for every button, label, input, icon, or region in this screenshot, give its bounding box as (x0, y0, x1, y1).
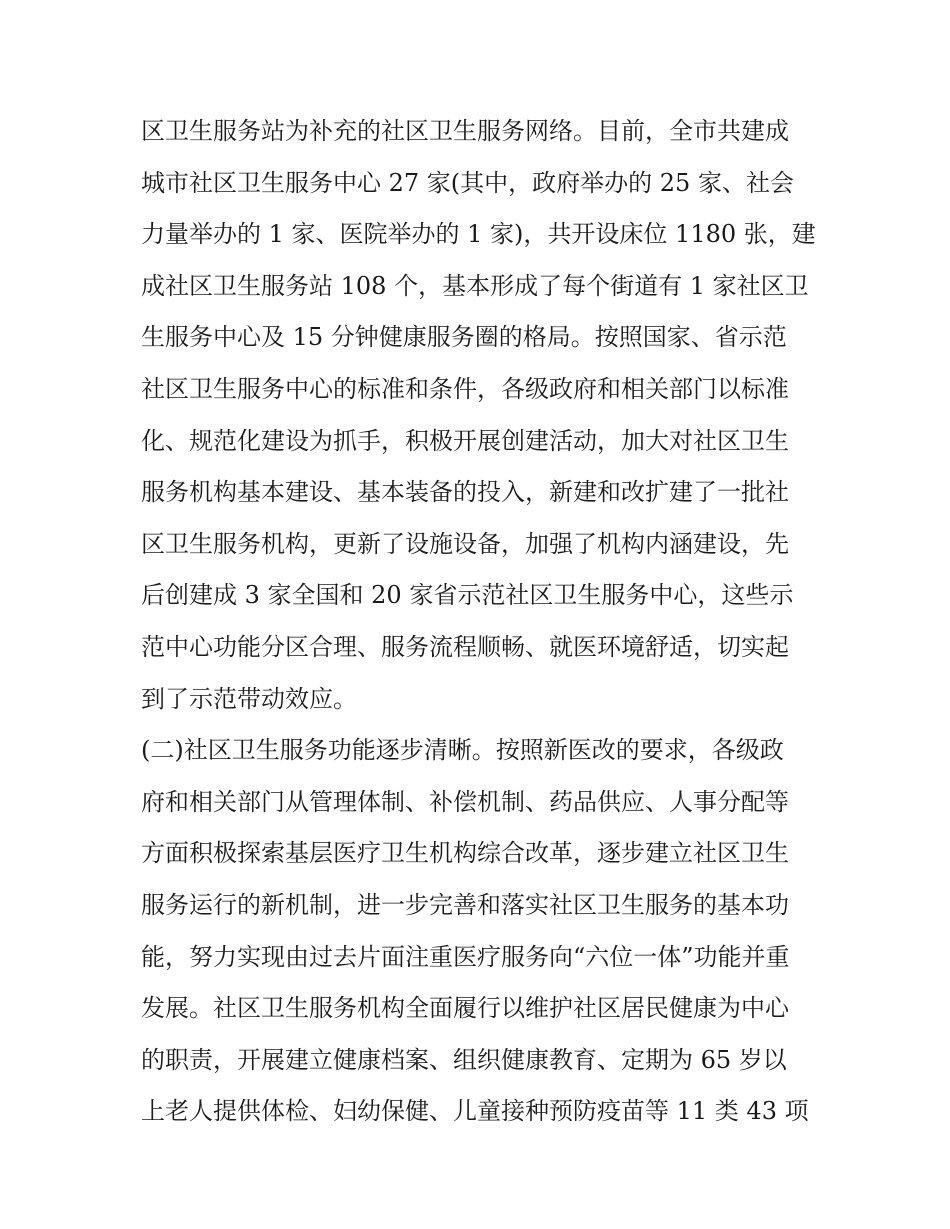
text-line: 到了示范带动效应。 (141, 684, 357, 713)
body-text (141, 106, 821, 1138)
text-line: 方面积极探索基层医疗卫生机构综合改革，逐步建立社区卫生 (141, 839, 789, 868)
text-line: 府和相关部门从管理体制、补偿机制、药品供应、人事分配等 (141, 787, 789, 816)
text-line: 力量举办的 1 家、医院举办的 1 家)，共开设床位 1180 张，建 (141, 220, 816, 249)
text-line: 发展。社区卫生服务机构全面履行以维护社区居民健康为中心 (141, 994, 789, 1023)
text-line: 后创建成 3 家全国和 20 家省示范社区卫生服务中心，这些示 (141, 581, 794, 610)
text-line: 城市社区卫生服务中心 27 家(其中，政府举办的 25 家、社会 (141, 168, 794, 197)
text-line: 化、规范化建设为抓手，积极开展创建活动，加大对社区卫生 (141, 426, 789, 455)
text-line: 服务运行的新机制，进一步完善和落实社区卫生服务的基本功 (141, 890, 789, 919)
text-line: 上老人提供体检、妇幼保健、儿童接种预防疫苗等 11 类 43 项 (141, 1097, 809, 1126)
text-line: 范中心功能分区合理、服务流程顺畅、就医环境舒适，切实起 (141, 632, 789, 661)
text-line: 社区卫生服务中心的标准和条件，各级政府和相关部门以标准 (141, 374, 789, 403)
text-line: 能，努力实现由过去片面注重医疗服务向“六位一体”功能并重 (141, 942, 790, 971)
section-heading-line: (二)社区卫生服务功能逐步清晰。按照新医改的要求，各级政 (141, 736, 784, 765)
text-line: 生服务中心及 15 分钟健康服务圈的格局。按照国家、省示范 (141, 323, 787, 352)
text-line: 成社区卫生服务站 108 个，基本形成了每个街道有 1 家社区卫 (141, 271, 809, 300)
text-line: 服务机构基本建设、基本装备的投入，新建和改扩建了一批社 (141, 478, 789, 507)
text-line: 区卫生服务站为补充的社区卫生服务网络。目前，全市共建成 (141, 117, 789, 145)
text-line: 区卫生服务机构，更新了设施设备，加强了机构内涵建设，先 (141, 529, 789, 558)
text-line: 的职责，开展建立健康档案、组织健康教育、定期为 65 岁以 (141, 1045, 787, 1074)
